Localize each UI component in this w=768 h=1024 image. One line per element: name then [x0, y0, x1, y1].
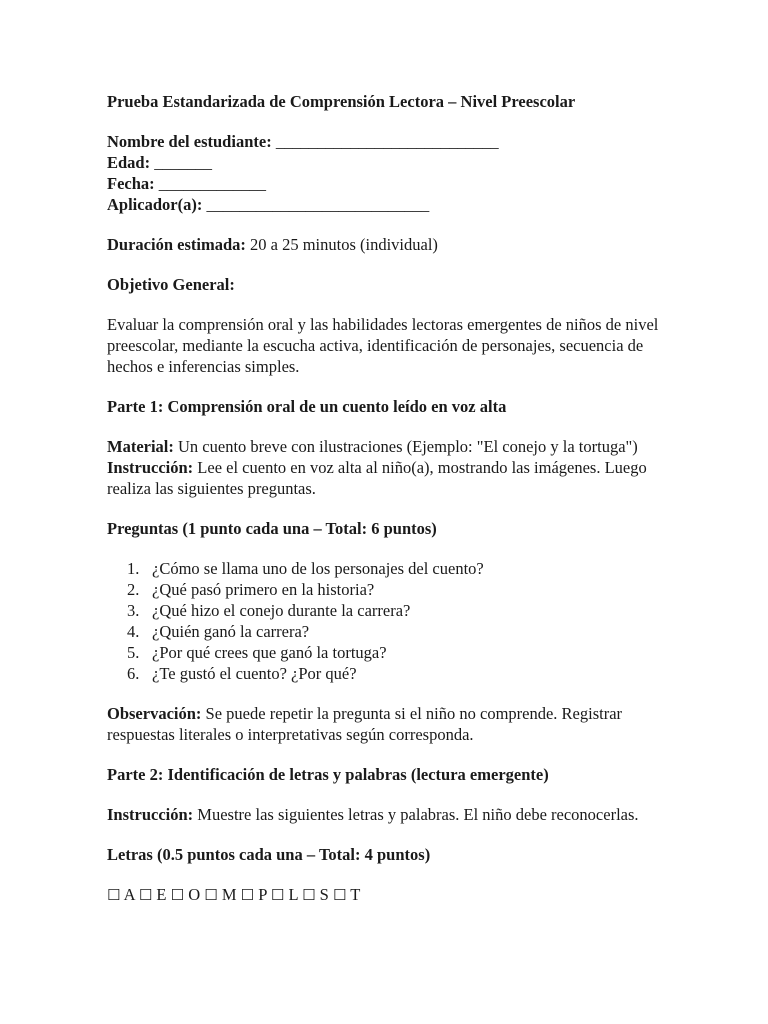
questions-list	[107, 558, 667, 684]
observation-label: Observación:	[107, 704, 202, 723]
observation-line	[107, 703, 667, 745]
date-field	[107, 173, 667, 194]
page-title: Prueba Estandarizada de Comprensión Lectora – Nivel Preescolar	[107, 92, 576, 111]
material-line	[107, 436, 667, 457]
part2-heading: Parte 2: Identificación de letras y palabras (lectura emergente)	[107, 765, 549, 784]
checkbox-icon[interactable]: ☐	[204, 886, 218, 904]
material-label: Material:	[107, 437, 174, 456]
age-field	[107, 152, 667, 173]
letter-item: S	[319, 885, 329, 904]
question-text: ¿Cómo se llama uno de los personajes del cuento?	[152, 559, 484, 578]
letter-item: A	[123, 885, 135, 904]
age-label: Edad:	[107, 153, 151, 172]
letter-item: L	[288, 885, 298, 904]
question-number: 3.	[127, 601, 140, 620]
letter-item: M	[221, 885, 237, 904]
student-name-blank: ___________________________	[275, 132, 499, 151]
question-text: ¿Qué hizo el conejo durante la carrera?	[152, 601, 411, 620]
question-number: 5.	[127, 643, 140, 662]
letter-item: P	[258, 885, 267, 904]
list-item	[107, 558, 667, 579]
objective-text: Evaluar la comprensión oral y las habilidades lectoras emergentes de niños de nivel preescolar, mediante la escucha activa, identificación de personajes, secuencia de hechos e inferencias simples.	[107, 315, 659, 376]
question-text: ¿Te gustó el cuento? ¿Por qué?	[152, 664, 357, 683]
part1-instruction-label: Instrucción:	[107, 458, 194, 477]
list-item	[107, 621, 667, 642]
checkbox-icon[interactable]: ☐	[302, 886, 316, 904]
checkbox-icon[interactable]: ☐	[138, 886, 153, 904]
letter-item: E	[156, 885, 167, 904]
question-text: ¿Qué pasó primero en la historia?	[152, 580, 375, 599]
question-number: 6.	[127, 664, 140, 683]
question-number: 2.	[127, 580, 140, 599]
question-text: ¿Quién ganó la carrera?	[152, 622, 310, 641]
student-name-label: Nombre del estudiante:	[107, 132, 272, 151]
letters-heading: Letras (0.5 puntos cada una – Total: 4 puntos)	[107, 845, 431, 864]
material-text: Un cuento breve con ilustraciones (Ejemplo: "El conejo y la tortuga")	[178, 437, 638, 456]
question-number: 1.	[127, 559, 140, 578]
list-item	[107, 642, 667, 663]
applicator-field	[107, 194, 667, 215]
list-item	[107, 579, 667, 600]
checkbox-icon[interactable]: ☐	[107, 886, 121, 904]
question-number: 4.	[127, 622, 140, 641]
question-text: ¿Por qué crees que ganó la tortuga?	[152, 643, 387, 662]
date-label: Fecha:	[107, 174, 155, 193]
part2-instruction-label: Instrucción:	[107, 805, 194, 824]
observation-text: Se puede repetir la pregunta si el niño no comprende. Registrar respuestas literales o interpretativas según corresponda.	[107, 704, 623, 744]
checkbox-icon[interactable]: ☐	[270, 886, 285, 904]
checkbox-icon[interactable]: ☐	[332, 886, 347, 904]
questions-heading: Preguntas (1 punto cada una – Total: 6 puntos)	[107, 519, 437, 538]
student-name-field	[107, 131, 667, 152]
duration-label: Duración estimada:	[107, 235, 246, 254]
letter-item: O	[188, 885, 201, 904]
duration-value: 20 a 25 minutos (individual)	[250, 235, 438, 254]
applicator-label: Aplicador(a):	[107, 195, 203, 214]
date-blank: _____________	[158, 174, 267, 193]
letter-item: T	[350, 885, 361, 904]
part2-instruction-line	[107, 804, 667, 825]
part1-instruction-line	[107, 457, 667, 499]
part2-instruction-text: Muestre las siguientes letras y palabras. El niño debe reconocerlas.	[197, 805, 639, 824]
checkbox-icon[interactable]: ☐	[240, 886, 255, 904]
part1-instruction-text: Lee el cuento en voz alta al niño(a), mostrando las imágenes. Luego realiza las siguientes preguntas.	[107, 458, 647, 498]
list-item	[107, 600, 667, 621]
letters-checklist	[107, 884, 667, 906]
objective-heading: Objetivo General:	[107, 275, 235, 294]
list-item	[107, 663, 667, 684]
applicator-blank: ___________________________	[206, 195, 430, 214]
checkbox-icon[interactable]: ☐	[170, 886, 185, 904]
duration-line	[107, 234, 667, 255]
age-blank: _______	[154, 153, 212, 172]
document-page	[107, 91, 667, 906]
part1-heading: Parte 1: Comprensión oral de un cuento leído en voz alta	[107, 397, 507, 416]
